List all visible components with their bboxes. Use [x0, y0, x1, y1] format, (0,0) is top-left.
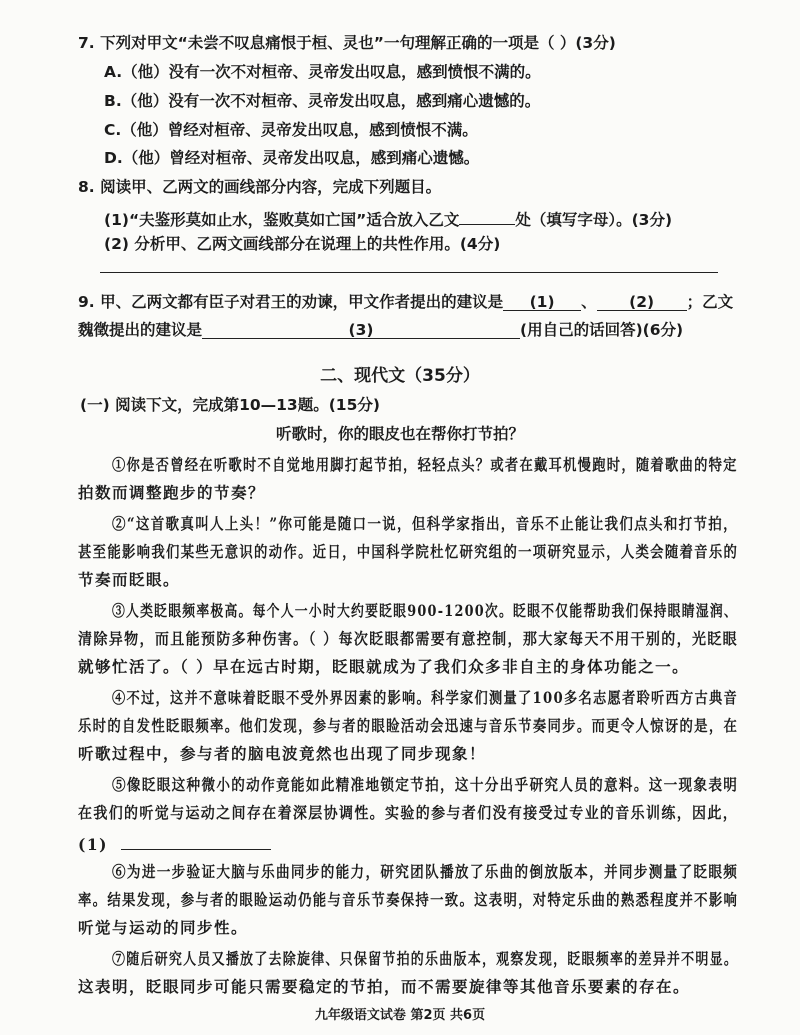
- question-8-answer-line[interactable]: [100, 272, 718, 273]
- essay-paragraph-5-line-1: ⑤像眨眼这种微小的动作竟能如此精准地锁定节拍，这十分出乎研究人员的意料。这一现象表明: [112, 775, 739, 794]
- question-9-separator: 、: [581, 293, 597, 311]
- question-9-blank-3[interactable]: (3): [202, 320, 520, 339]
- question-8-sub-1: [104, 206, 672, 230]
- question-7-option-b: B.（他）没有一次不对桓帝、灵帝发出叹息，感到痛心遗憾的。: [104, 92, 541, 110]
- question-9-blank-1[interactable]: (1): [503, 292, 581, 311]
- question-8-sub-1-text: (1)“夫鉴形莫如止水，鉴败莫如亡国”适合放入乙文: [104, 211, 460, 229]
- essay-paragraph-6-line-1: ⑥为进一步验证大脑与乐曲同步的能力，研究团队播放了乐曲的倒放版本，并同步测量了眨眼频: [112, 862, 739, 881]
- question-9-text-d: (用自己的话回答)(6分): [520, 321, 684, 339]
- essay-paragraph-7-line-2: 这表明，眨眼同步可能只需要稳定的节拍，而不需要旋律等其他音乐要素的存在。: [78, 977, 691, 996]
- question-8-sub-1-suffix: 处（填写字母）。(3分): [515, 211, 673, 229]
- essay-paragraph-2-line-3: 节奏而眨眼。: [78, 570, 181, 589]
- question-7-option-d: D.（他）曾经对桓帝、灵帝发出叹息，感到痛心遗憾。: [104, 149, 480, 167]
- question-9-line-2: [78, 320, 683, 340]
- question-9-blank-2[interactable]: (2): [597, 292, 687, 311]
- section-2-part-1: (一) 阅读下文，完成第10—13题。(15分): [80, 396, 380, 414]
- essay-paragraph-3-line-1: ③人类眨眼频率极高。每个人一小时大约要眨眼900-1200次。眨眼不仅能帮助我们保持眼睛湿润、: [112, 601, 738, 620]
- page-footer: 九年级语文试卷 第2页 共6页: [314, 1008, 486, 1023]
- essay-paragraph-3-line-3: 就够忙活了。（ ）早在远古时期，眨眼就成为了我们众多非自主的身体功能之一。: [78, 657, 690, 676]
- essay-paragraph-5-line-3: [78, 831, 271, 855]
- essay-paragraph-6-line-2: 率。结果发现，参与者的眼睑运动仍能与音乐节奏保持一致。这表明，对特定乐曲的熟悉程度并不影响: [78, 890, 739, 909]
- question-9-text-a: 9. 甲、乙两文都有臣子对君王的劝谏，甲文作者提出的建议是: [78, 293, 504, 311]
- essay-paragraph-2-line-1: ②“这首歌真叫人上头！”你可能是随口一说，但科学家指出，音乐不止能让我们点头和打节拍，: [112, 514, 738, 533]
- essay-paragraph-4-line-1: ④不过，这并不意味着眨眼不受外界因素的影响。科学家们测量了100多名志愿者聆听西方古典音: [112, 688, 738, 707]
- question-7-option-c: C.（他）曾经对桓帝、灵帝发出叹息，感到愤恨不满。: [104, 121, 478, 139]
- question-9-text-b: ；乙文: [686, 293, 734, 311]
- essay-paragraph-3-line-2: 清除异物，而且能预防多种伤害。（ ）每次眨眼都需要有意控制，那大家每天不用干别的，光眨眼: [78, 629, 739, 648]
- question-8-stem: 8. 阅读甲、乙两文的画线部分内容，完成下列题目。: [78, 178, 442, 196]
- essay-paragraph-2-line-2: 甚至能影响我们某些无意识的动作。近日，中国科学院杜忆研究组的一项研究显示，人类会随着音乐的: [78, 542, 739, 561]
- essay-paragraph-1-line-1: ①你是否曾经在听歌时不自觉地用脚打起节拍，轻轻点头？或者在戴耳机慢跑时，随着歌曲的特定: [112, 455, 738, 474]
- essay-blank-1[interactable]: [121, 831, 271, 850]
- essay-paragraph-5-line-2: 在我们的听觉与运动之间存在着深层协调性。实验的参与者们没有接受过专业的音乐训练，因此，: [78, 803, 739, 822]
- question-8-sub-1-blank[interactable]: [459, 206, 515, 225]
- question-9-line-1: [78, 292, 733, 312]
- question-7-stem: 7. 下列对甲文“未尝不叹息痛恨于桓、灵也”一句理解正确的一项是（ ）(3分): [78, 34, 616, 52]
- essay-blank-1-label: (1): [78, 835, 108, 854]
- question-8-sub-2: (2) 分析甲、乙两文画线部分在说理上的共性作用。(4分): [104, 235, 501, 253]
- essay-paragraph-6-line-3: 听觉与运动的同步性。: [78, 918, 249, 937]
- question-7-option-a: A.（他）没有一次不对桓帝、灵帝发出叹息，感到愤恨不满的。: [104, 63, 541, 81]
- essay-paragraph-4-line-2: 乐时的自发性眨眼频率。他们发现，参与者的眼睑活动会迅速与音乐节奏同步。而更令人惊讶的是，在: [78, 716, 739, 735]
- essay-paragraph-1-line-2: 拍数而调整跑步的节奏？: [78, 483, 266, 502]
- essay-paragraph-4-line-3: 听歌过程中，参与者的脑电波竟然也出现了同步现象！: [78, 744, 487, 763]
- question-9-text-c: 魏徵提出的建议是: [78, 321, 203, 339]
- essay-paragraph-7-line-1: ⑦随后研究人员又播放了去除旋律、只保留节拍的乐曲版本，观察发现，眨眼频率的差异并不明显。: [112, 949, 739, 968]
- essay-title: 听歌时，你的眼皮也在帮你打节拍？: [275, 425, 524, 443]
- section-2-title: 二、现代文（35分）: [320, 366, 480, 386]
